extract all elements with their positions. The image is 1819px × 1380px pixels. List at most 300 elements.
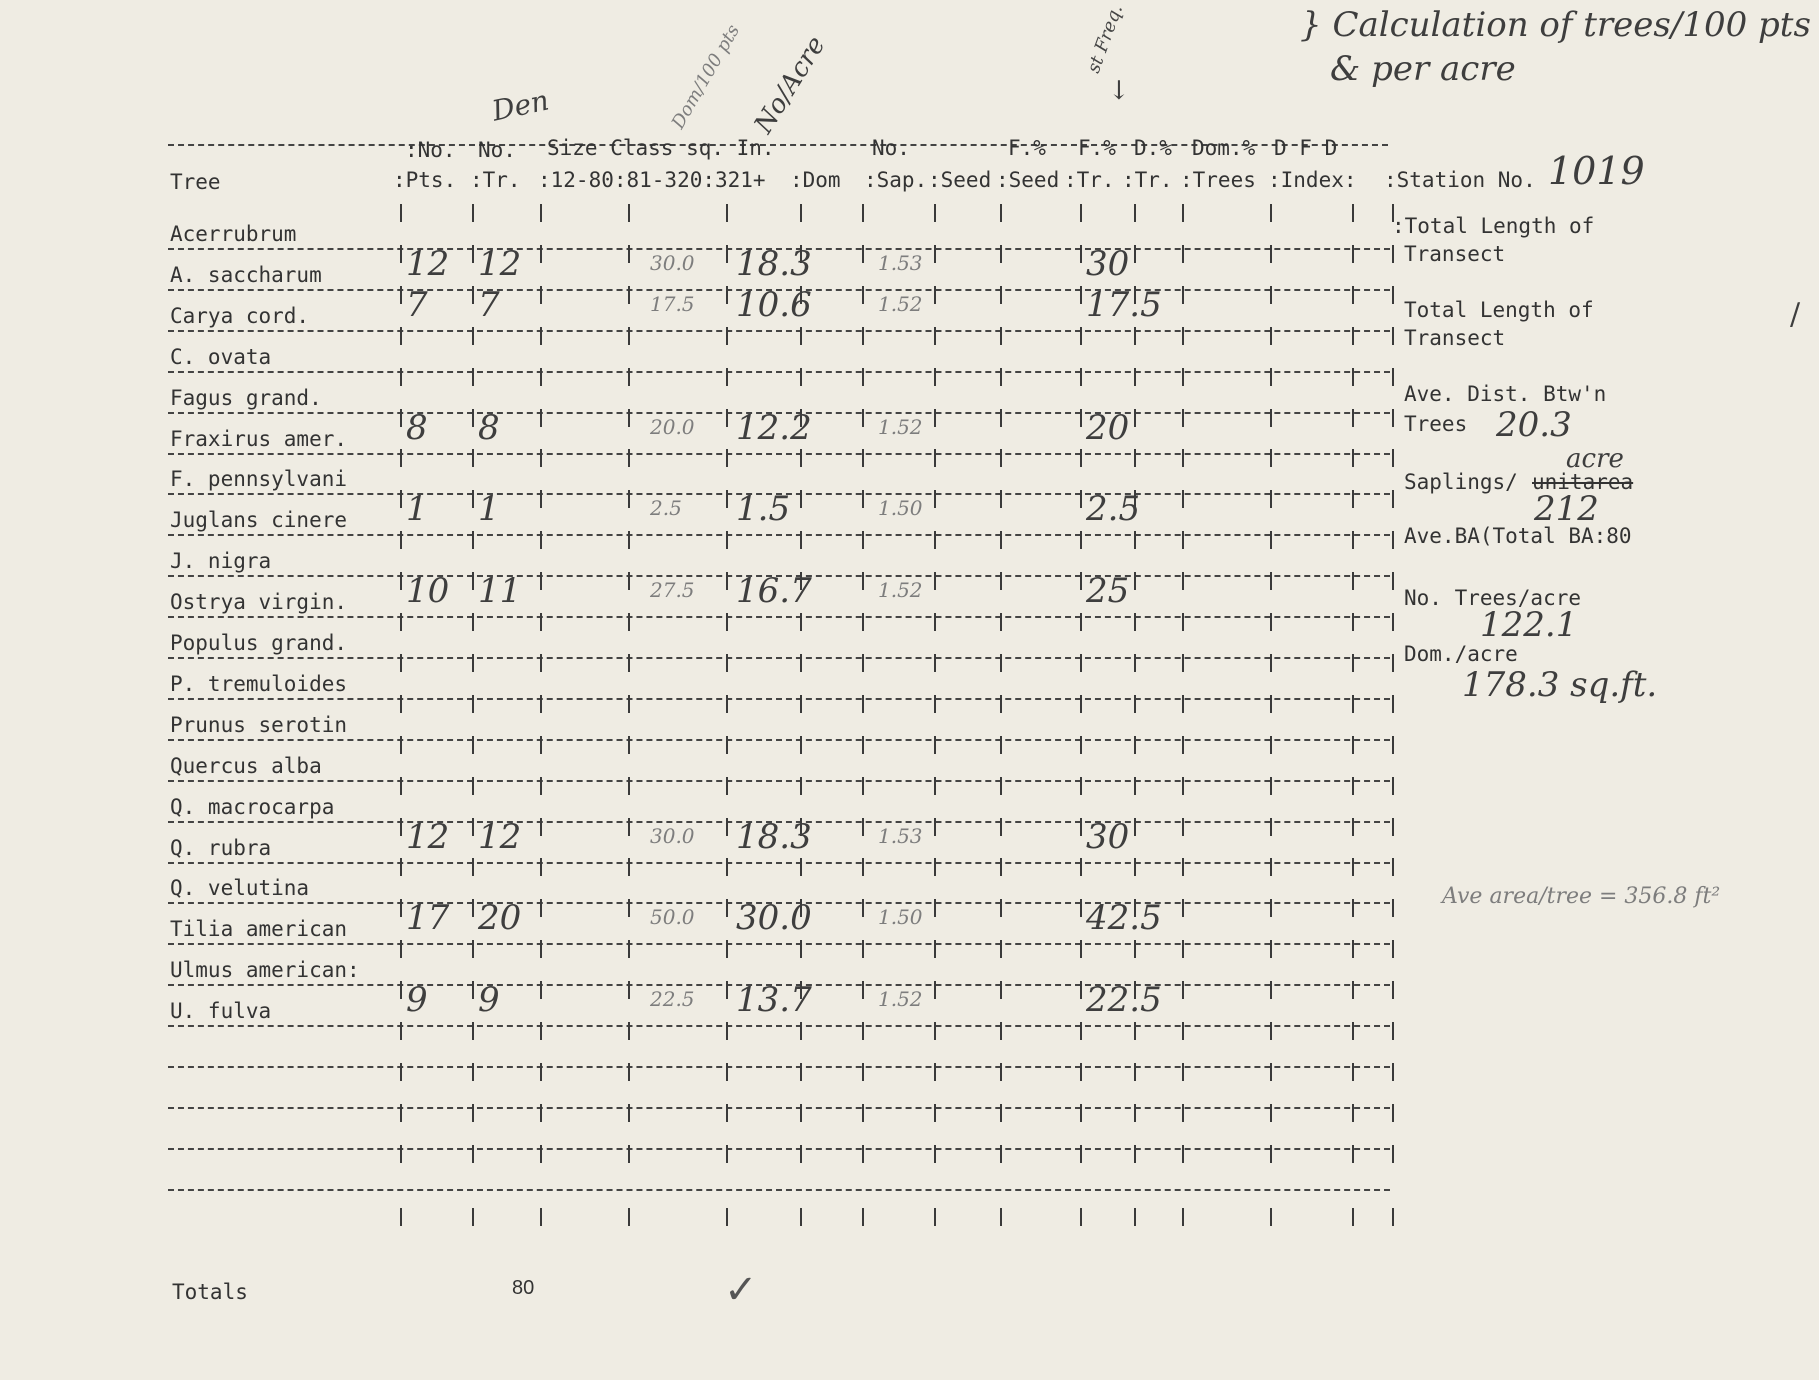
total-length-label-1b: Transect [1404,242,1506,266]
column-tick [1182,981,1184,999]
column-tick [1182,1208,1184,1226]
column-tick [800,368,802,386]
column-tick [1392,695,1394,713]
column-tick [862,327,864,345]
cell-dom100: 30.0 [650,823,695,848]
column-tick [1000,1063,1002,1081]
cell-pts: 7 [406,284,428,325]
cell-acre: 18.3 [736,816,812,857]
cell-dom100: 20.0 [650,414,695,439]
dom-per-100-annotation: Dom/100 pts [667,21,745,133]
column-tick [1080,1022,1082,1040]
column-tick [540,1208,542,1226]
row-rule [168,862,1390,864]
column-tick [1392,531,1394,549]
column-tick [1000,490,1002,508]
calculation-note-line1: } Calculation of trees/100 pts [1300,5,1811,45]
column-tick [1182,858,1184,876]
column-tick [1080,286,1082,304]
cell-pts: 12 [406,816,450,857]
column-tick [1270,695,1272,713]
column-tick [1182,368,1184,386]
column-tick [400,1022,402,1040]
col-header-size-class: Size Class sq. In. [547,136,775,160]
total-length-label-2a: Total Length of [1404,298,1594,322]
ave-dist-value: 20.3 [1496,405,1572,445]
column-tick [400,1104,402,1122]
column-tick [726,531,728,549]
cell-dom100: 30.0 [650,250,695,275]
col-header-tr-2: :Tr. [1064,168,1115,192]
column-tick [800,449,802,467]
ave-dist-label-b: Trees [1404,412,1468,436]
column-tick [1352,1022,1354,1040]
column-tick [540,409,542,427]
column-tick [628,981,630,999]
column-tick [862,736,864,754]
row-rule [168,943,1390,945]
column-tick [862,245,864,263]
column-tick [1134,654,1136,672]
column-tick [934,572,936,590]
column-tick [472,695,474,713]
column-tick [1352,327,1354,345]
column-tick [1352,1104,1354,1122]
ave-dist-label-a: Ave. Dist. Btw'n [1404,382,1607,406]
column-tick [472,858,474,876]
column-tick [628,531,630,549]
check-mark-icon: ✓ [724,1267,758,1313]
column-tick [862,654,864,672]
column-tick [1392,736,1394,754]
column-tick [540,899,542,917]
column-tick [862,449,864,467]
col-header-dom: :Dom [790,168,841,192]
column-tick [400,204,402,222]
calculation-note-line2: & per acre [1330,49,1516,89]
col-header-f-tr: F.% [1078,136,1116,160]
row-rule [168,330,1390,332]
cell-tr: 12 [478,243,522,284]
column-tick [628,858,630,876]
column-tick [1000,409,1002,427]
cell-tr: 11 [478,571,522,612]
cell-pts: 9 [406,980,428,1021]
column-tick [1134,1145,1136,1163]
cell-dom100: 50.0 [650,905,695,930]
column-tick [1000,327,1002,345]
cell-pts: 8 [406,407,428,448]
column-tick [1182,490,1184,508]
column-tick [1392,490,1394,508]
column-tick [1270,1022,1272,1040]
totals-label: Totals [172,1280,248,1304]
column-tick [1392,245,1394,263]
column-tick [800,204,802,222]
column-tick [1392,1208,1394,1226]
column-tick [400,940,402,958]
total-length-label-2b: Transect [1404,326,1506,350]
column-tick [726,940,728,958]
column-tick [726,899,728,917]
column-tick [1000,818,1002,836]
column-tick [1134,777,1136,795]
column-tick [400,981,402,999]
column-tick [800,1063,802,1081]
saplings-label: Saplings/ [1404,470,1518,494]
column-tick [1080,858,1082,876]
column-tick [934,899,936,917]
ave-ba-label: Ave.BA(Total BA:80 [1404,524,1632,548]
species-name: A. saccharum [170,262,322,287]
cell-dom100: 27.5 [650,578,695,603]
column-tick [800,613,802,631]
column-tick [540,1063,542,1081]
species-name: Acerrubrum [170,222,297,246]
column-tick [862,572,864,590]
cell-pts: 12 [406,243,450,284]
dom-acre-label: Dom./acre [1404,642,1518,666]
column-tick [934,613,936,631]
column-tick [1270,286,1272,304]
column-tick [1392,409,1394,427]
column-tick [1134,572,1136,590]
species-name: Ulmus american: [170,958,360,983]
cell-sap: 1.50 [878,905,923,930]
row-rule [168,698,1390,700]
column-tick [1352,572,1354,590]
species-name: Juglans cinere [170,508,348,533]
dom-acre-value: 178.3 sq.ft. [1462,665,1658,705]
row-rule [168,1189,1390,1191]
column-tick [1000,449,1002,467]
saplings-value: 212 [1534,489,1599,529]
column-tick [400,449,402,467]
column-tick [472,490,474,508]
column-tick [540,1022,542,1040]
column-tick [1000,1208,1002,1226]
column-tick [400,572,402,590]
column-tick [726,245,728,263]
cell-tr: 12 [478,816,522,857]
column-tick [472,777,474,795]
col-header-d-tr: D.% [1134,136,1172,160]
col-header-tr-3: :Tr. [1122,168,1173,192]
column-tick [1352,654,1354,672]
saplings-struck-unit: unitarea [1532,470,1634,494]
column-tick [1352,490,1354,508]
column-tick [1392,777,1394,795]
col-header-size-ranges: :12-80:81-320:321+ [538,168,766,192]
cell-tr: 7 [478,284,500,325]
column-tick [1080,572,1082,590]
column-tick [862,286,864,304]
column-tick [862,695,864,713]
cell-pts: 17 [406,898,450,939]
column-tick [1080,695,1082,713]
column-tick [472,1145,474,1163]
cell-sap: 1.53 [878,823,923,848]
column-tick [1352,1208,1354,1226]
column-tick [1270,572,1272,590]
column-tick [934,245,936,263]
column-tick [1080,1104,1082,1122]
species-name: F. pennsylvani [170,467,348,492]
column-tick [934,327,936,345]
column-tick [1270,1208,1272,1226]
column-tick [1080,777,1082,795]
column-tick [862,818,864,836]
column-tick [1080,327,1082,345]
column-tick [1134,858,1136,876]
column-tick [1134,1208,1136,1226]
cell-acre: 1.5 [736,489,791,530]
cell-sap: 1.53 [878,250,923,275]
species-name: C. ovata [170,344,272,369]
column-tick [1134,1022,1136,1040]
column-tick [540,981,542,999]
column-tick [934,368,936,386]
column-tick [1392,1022,1394,1040]
column-tick [1352,899,1354,917]
col-header-trees: :Trees [1180,168,1256,192]
column-tick [1134,449,1136,467]
column-tick [800,858,802,876]
column-tick [472,1104,474,1122]
column-tick [862,490,864,508]
column-tick [1270,736,1272,754]
cell-dom100: 22.5 [650,987,695,1012]
cell-freq: 2.5 [1086,489,1141,530]
column-tick [726,613,728,631]
column-tick [934,695,936,713]
column-tick [1182,899,1184,917]
cell-tr: 1 [478,489,500,530]
column-tick [1080,899,1082,917]
species-name: Populus grand. [170,631,348,655]
column-tick [726,1208,728,1226]
col-header-seed-1: :Seed [928,168,992,192]
column-tick [1134,1104,1136,1122]
col-header-dom-trees: Dom.% [1192,136,1256,160]
cell-pts: 1 [406,489,428,530]
cell-tr: 8 [478,407,500,448]
column-tick [1270,204,1272,222]
cell-dom100: 17.5 [650,291,695,316]
column-tick [862,613,864,631]
column-tick [1134,613,1136,631]
column-tick [400,327,402,345]
column-tick [472,1063,474,1081]
column-tick [400,899,402,917]
column-tick [1182,1063,1184,1081]
cell-freq: 20 [1086,407,1130,448]
column-tick [726,736,728,754]
column-tick [862,531,864,549]
column-tick [1182,572,1184,590]
species-name: Q. rubra [170,835,272,860]
column-tick [400,286,402,304]
column-tick [726,204,728,222]
column-tick [1080,736,1082,754]
species-name: Prunus serotin [170,712,348,737]
col-header-tree: Tree [170,170,221,194]
column-tick [726,654,728,672]
species-name: U. fulva [170,999,272,1024]
station-label: :Station No. [1384,168,1536,192]
column-tick [1352,204,1354,222]
column-tick [934,1104,936,1122]
column-tick [1182,327,1184,345]
row-rule [168,657,1390,659]
column-tick [1134,327,1136,345]
column-tick [1392,613,1394,631]
column-tick [1000,531,1002,549]
row-rule [168,1066,1390,1068]
cell-tr: 20 [478,898,522,939]
column-tick [1000,368,1002,386]
column-tick [1182,1145,1184,1163]
column-tick [540,572,542,590]
column-tick [628,368,630,386]
column-tick [1392,368,1394,386]
column-tick [1392,1063,1394,1081]
row-rule [168,453,1390,455]
column-tick [1270,858,1272,876]
column-tick [1270,409,1272,427]
column-tick [1270,613,1272,631]
column-tick [1270,940,1272,958]
cell-pts: 10 [406,571,450,612]
column-tick [472,327,474,345]
station-number: 1019 [1548,149,1645,193]
column-tick [628,409,630,427]
column-tick [1134,695,1136,713]
cell-freq: 30 [1086,243,1130,284]
column-tick [472,1208,474,1226]
column-tick [1392,327,1394,345]
column-tick [726,1063,728,1081]
column-tick [1270,1145,1272,1163]
cell-tr: 9 [478,980,500,1021]
column-tick [726,1104,728,1122]
column-tick [1352,981,1354,999]
column-tick [1352,695,1354,713]
column-tick [628,899,630,917]
column-tick [540,245,542,263]
column-tick [540,368,542,386]
column-tick [1270,531,1272,549]
st-freq-annotation: st Freq. [1083,1,1128,76]
column-tick [1352,613,1354,631]
column-tick [800,695,802,713]
column-tick [540,531,542,549]
cell-acre: 18.3 [736,243,812,284]
cell-freq: 30 [1086,816,1130,857]
column-tick [1182,449,1184,467]
row-rule [168,616,1390,618]
column-tick [472,409,474,427]
column-tick [400,654,402,672]
column-tick [1392,940,1394,958]
column-tick [1352,368,1354,386]
column-tick [862,368,864,386]
row-rule [168,371,1390,373]
column-tick [1000,858,1002,876]
species-name: J. nigra [170,549,272,574]
column-tick [1352,1063,1354,1081]
column-tick [934,1063,936,1081]
row-rule [168,534,1390,536]
column-tick [400,1063,402,1081]
column-tick [1270,490,1272,508]
column-tick [1182,1022,1184,1040]
column-tick [862,1104,864,1122]
species-name: Ostrya virgin. [170,590,348,615]
column-tick [400,858,402,876]
column-tick [1182,940,1184,958]
column-tick [1134,531,1136,549]
column-tick [726,1022,728,1040]
column-tick [934,286,936,304]
column-tick [934,654,936,672]
column-tick [1352,940,1354,958]
trees-acre-value: 122.1 [1480,605,1578,645]
column-tick [862,858,864,876]
col-header-f-seed: F.% [1008,136,1046,160]
column-tick [1134,940,1136,958]
column-tick [800,1022,802,1040]
column-tick [934,1022,936,1040]
column-tick [540,613,542,631]
column-tick [934,940,936,958]
column-tick [800,490,802,508]
column-tick [800,327,802,345]
column-tick [862,409,864,427]
column-tick [1000,1022,1002,1040]
cell-freq: 42.5 [1086,898,1162,939]
column-tick [1080,204,1082,222]
column-tick [628,1104,630,1122]
down-arrow-icon: ↓ [1108,76,1130,106]
column-tick [540,449,542,467]
column-tick [472,981,474,999]
column-tick [1182,245,1184,263]
species-name: Fagus grand. [170,385,322,410]
column-tick [1134,245,1136,263]
column-tick [1080,1208,1082,1226]
column-tick [1182,613,1184,631]
column-tick [400,818,402,836]
column-tick [1182,818,1184,836]
column-tick [1000,572,1002,590]
column-tick [1000,777,1002,795]
column-tick [628,818,630,836]
no-acre-annotation: No/Acre [748,31,832,139]
column-tick [1270,245,1272,263]
column-tick [726,490,728,508]
column-tick [628,777,630,795]
column-tick [1000,1145,1002,1163]
column-tick [1000,245,1002,263]
column-tick [1182,736,1184,754]
column-tick [400,1208,402,1226]
column-tick [628,327,630,345]
column-tick [1352,736,1354,754]
column-tick [1134,409,1136,427]
column-tick [1392,449,1394,467]
cell-acre: 10.6 [736,284,812,325]
